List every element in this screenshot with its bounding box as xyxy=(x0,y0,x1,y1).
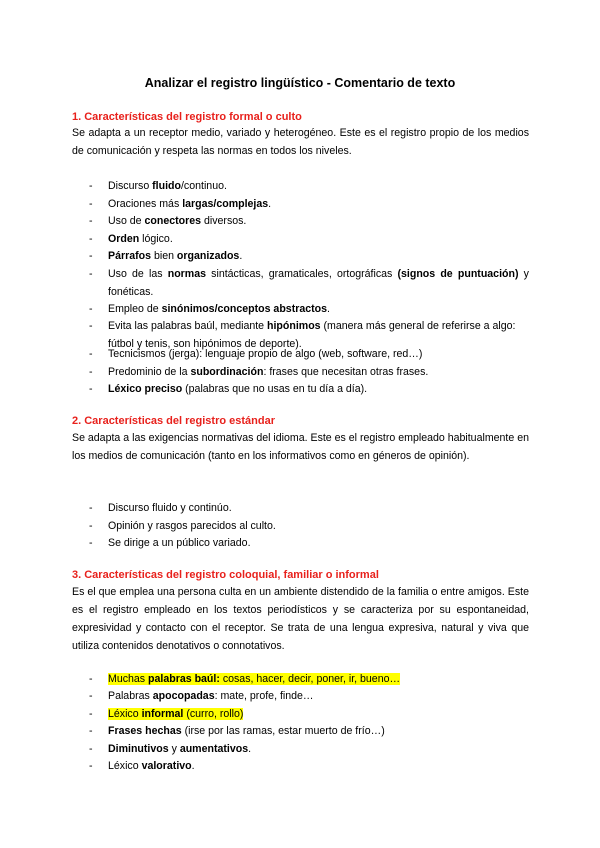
bold-text: Párrafos xyxy=(108,250,151,262)
bold-text: Diminutivos xyxy=(108,743,169,755)
bold-text: Orden xyxy=(108,233,140,245)
bold-text: sinónimos/conceptos abstractos xyxy=(161,303,328,315)
section-3-paragraph: Es el que emplea una persona culta en un ambiente distendido de la familia o entre amigos. Este es el registro empleado en los textos periodísticos y se caracteriza por su espontaneidad, expresividad y contacto con el receptor. Se trata de una lengua expresiva, natural y viva que utiliza contenidos denotativos o connotativos. xyxy=(72,586,529,652)
bold-text: conectores xyxy=(144,215,202,227)
bullet-dash: - xyxy=(89,708,93,720)
list-item-text xyxy=(108,535,529,553)
text-run: y xyxy=(168,743,180,755)
list-item xyxy=(89,723,529,741)
bullet-dash: - xyxy=(89,690,93,702)
text-run: y fonéticas. xyxy=(108,268,529,298)
list-item-text xyxy=(108,213,529,231)
bold-text: palabras baúl: xyxy=(148,673,220,685)
section-1-paragraph: Se adapta a un receptor medio, variado y heterogéneo. Este es el registro propio de los medios de comunicación y respeta las normas en todos los niveles. xyxy=(72,127,529,157)
list-item-text xyxy=(108,346,529,364)
text-run: (manera más general de referirse a algo: fútbol y tenis, son hipónimos de deporte). xyxy=(108,320,516,350)
bold-text: fluido xyxy=(152,180,181,192)
list-item xyxy=(89,346,529,364)
list-item xyxy=(89,671,529,689)
text-run: Uso de las xyxy=(108,268,168,280)
section-1-heading: 1. Características del registro formal o culto xyxy=(72,111,302,123)
item-text xyxy=(108,198,271,210)
bold-text: organizados xyxy=(176,250,240,262)
bullet-dash: - xyxy=(89,760,93,772)
text-run: bien xyxy=(151,250,177,262)
text-run: . xyxy=(248,743,252,755)
bold-text: Léxico preciso xyxy=(108,383,183,395)
list-item xyxy=(89,213,529,231)
list-item-text xyxy=(108,266,529,301)
bold-text: hipónimos xyxy=(267,320,321,332)
item-text xyxy=(108,303,330,315)
list-item-text xyxy=(108,196,529,214)
text-run: Empleo de xyxy=(108,303,162,315)
text-run: Discurso xyxy=(108,180,153,192)
highlighted-text xyxy=(108,708,243,720)
list-item-text xyxy=(108,758,529,776)
bold-text: informal xyxy=(141,708,184,720)
item-text xyxy=(108,502,232,514)
list-item-text xyxy=(108,741,529,759)
item-text xyxy=(108,537,251,549)
item-text xyxy=(108,520,276,532)
list-item xyxy=(89,706,529,724)
section-2-heading: 2. Características del registro estándar xyxy=(72,415,275,427)
bold-text: valorativo xyxy=(141,760,192,772)
list-item xyxy=(89,266,529,301)
section-3-heading: 3. Características del registro coloquial, familiar o informal xyxy=(72,569,379,581)
text-run: : frases que necesitan otras frases. xyxy=(263,366,429,378)
item-text xyxy=(108,250,242,262)
text-run: Palabras xyxy=(108,690,153,702)
list-item-text xyxy=(108,178,529,196)
text-run: Oraciones más xyxy=(108,198,183,210)
bold-text: Frases hechas xyxy=(108,725,182,737)
list-item xyxy=(89,364,529,382)
bullet-dash: - xyxy=(89,348,93,360)
bullet-dash: - xyxy=(89,180,93,192)
bullet-dash: - xyxy=(89,215,93,227)
list-item-text xyxy=(108,381,529,399)
text-run: diversos. xyxy=(201,215,247,227)
bold-text: (signos de puntuación) xyxy=(397,268,519,280)
bullet-dash: - xyxy=(89,502,93,514)
page-title: Analizar el registro lingüístico - Comentario de texto xyxy=(144,76,456,90)
text-run: Uso de xyxy=(108,215,145,227)
bullet-dash: - xyxy=(89,198,93,210)
list-item-text xyxy=(108,231,529,249)
list-item-text xyxy=(108,248,529,266)
bold-text: apocopadas xyxy=(152,690,215,702)
bullet-dash: - xyxy=(89,366,93,378)
item-text xyxy=(108,383,367,395)
list-item xyxy=(89,381,529,399)
list-item xyxy=(89,688,529,706)
bold-text: aumentativos xyxy=(179,743,249,755)
text-run: : mate, profe, finde… xyxy=(214,690,314,702)
text-run: . xyxy=(327,303,330,315)
text-run: Predominio de la xyxy=(108,366,191,378)
bullet-dash: - xyxy=(89,725,93,737)
list-item xyxy=(89,248,529,266)
bullet-dash: - xyxy=(89,673,93,685)
list-item xyxy=(89,518,529,536)
bold-text: subordinación xyxy=(190,366,264,378)
item-text xyxy=(108,760,195,772)
item-text xyxy=(108,215,246,227)
list-item-text xyxy=(108,688,529,706)
bold-text: largas/complejas xyxy=(182,198,269,210)
text-run: Léxico xyxy=(108,760,142,772)
list-item-text xyxy=(108,500,529,518)
bullet-dash: - xyxy=(89,320,93,332)
text-run: (irse por las ramas, estar muerto de frío…) xyxy=(181,725,385,737)
text-run: /continuo. xyxy=(180,180,227,192)
item-text xyxy=(108,725,385,737)
bullet-dash: - xyxy=(89,250,93,262)
list-item xyxy=(89,758,529,776)
text-run: . xyxy=(191,760,195,772)
list-item-text xyxy=(108,671,529,689)
item-text xyxy=(108,690,314,702)
list-item xyxy=(89,500,529,518)
text-run: (palabras que no usas en tu día a día). xyxy=(182,383,368,395)
text-run: cosas, hacer, decir, poner, ir, bueno… xyxy=(219,673,401,685)
item-text xyxy=(108,233,173,245)
bullet-dash: - xyxy=(89,537,93,549)
text-run: Tecnicismos (jerga): lenguaje propio de algo (web, software, red…) xyxy=(108,348,423,360)
text-run: Opinión y rasgos parecidos al culto. xyxy=(108,520,276,532)
list-item-text xyxy=(108,518,529,536)
text-run: Se dirige a un público variado. xyxy=(108,537,251,549)
bold-text: normas xyxy=(167,268,206,280)
bullet-dash: - xyxy=(89,233,93,245)
item-text xyxy=(108,268,529,298)
item-text xyxy=(108,366,428,378)
item-text xyxy=(108,348,422,360)
text-run: . xyxy=(239,250,243,262)
list-item-text xyxy=(108,364,529,382)
list-item-text xyxy=(108,301,529,319)
bullet-dash: - xyxy=(89,303,93,315)
text-run: Discurso fluido y continúo. xyxy=(108,502,232,514)
list-item-text xyxy=(108,706,529,724)
text-run: Léxico xyxy=(108,708,142,720)
bullet-dash: - xyxy=(89,383,93,395)
text-run: lógico. xyxy=(139,233,173,245)
item-text xyxy=(108,743,251,755)
list-item xyxy=(89,196,529,214)
highlighted-text xyxy=(108,673,400,685)
bullet-dash: - xyxy=(89,520,93,532)
item-text xyxy=(108,180,227,192)
text-run: Evita las palabras baúl, mediante xyxy=(108,320,267,332)
text-run: Muchas xyxy=(108,673,149,685)
bullet-dash: - xyxy=(89,268,93,280)
list-item xyxy=(89,535,529,553)
text-run: (curro, rollo) xyxy=(183,708,244,720)
list-item xyxy=(89,741,529,759)
text-run: sintácticas, gramaticales, ortográficas xyxy=(206,268,398,280)
list-item xyxy=(89,301,529,319)
section-2-paragraph: Se adapta a las exigencias normativas del idioma. Este es el registro empleado habitualmente en los medios de comunicación (tanto en los informativos como en géneros de opinión). xyxy=(72,432,529,462)
list-item xyxy=(89,231,529,249)
text-run: . xyxy=(268,198,272,210)
list-item xyxy=(89,178,529,196)
list-item-text xyxy=(108,723,529,741)
bullet-dash: - xyxy=(89,743,93,755)
